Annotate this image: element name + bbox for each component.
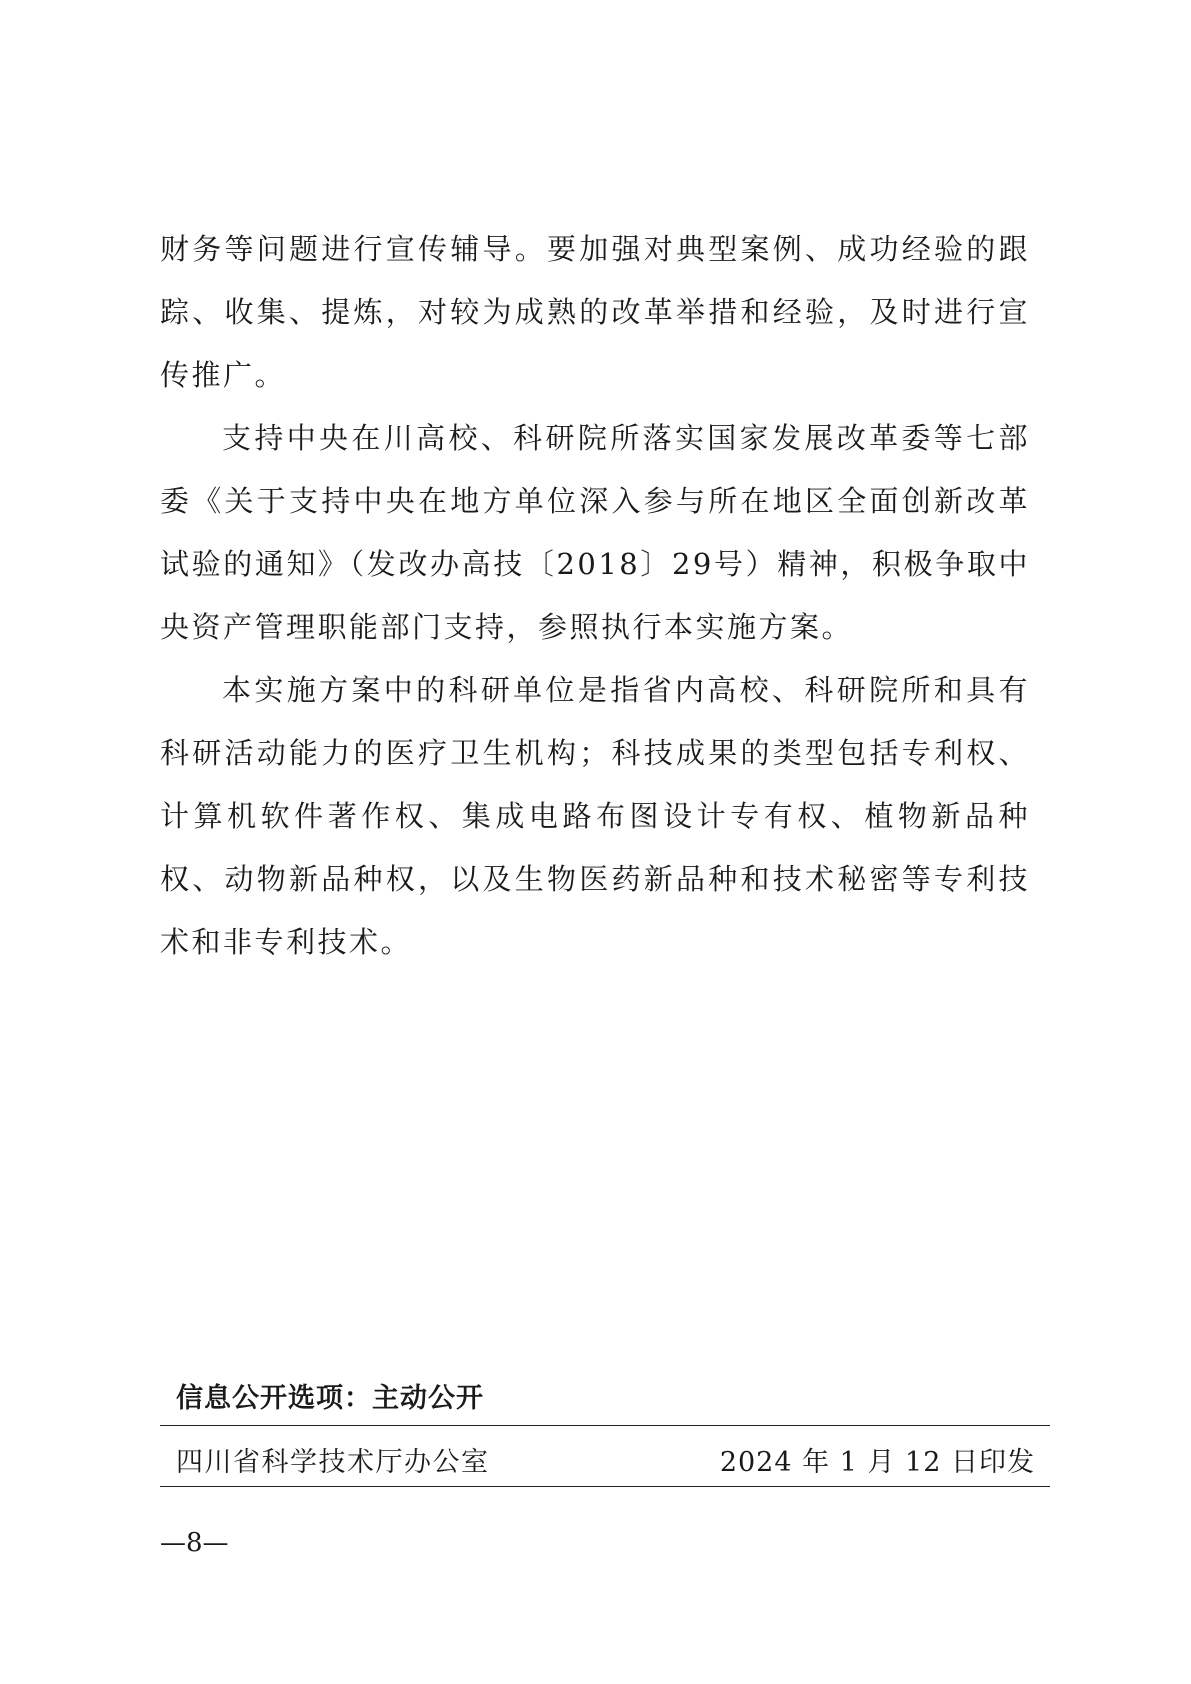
paragraph-1: 财务等问题进行宣传辅导。要加强对典型案例、成功经验的跟踪、收集、提炼，对较为成熟的改革举措和经验，及时进行宣传推广。 [160,232,1030,392]
paragraph-2: 支持中央在川高校、科研院所落实国家发展改革委等七部委《关于支持中央在地方单位深入参与所在地区全面创新改革试验的通知》（发改办高技〔2018〕29号）精神，积极争取中央资产管理职能部门支持，参照执行本实施方案。 [160,421,1030,644]
disclosure-option [176,1376,484,1415]
document-body [160,218,1030,974]
disclosure-value: 主动公开 [372,1383,484,1414]
issuing-office: 四川省科学技术厅办公室 [176,1447,490,1478]
footer-bottom-rule [160,1486,1050,1487]
disclosure-label: 信息公开选项： [176,1383,372,1414]
page-number: —8— [160,1528,229,1558]
issue-date: 2024 年 1 月 12 日印发 [719,1447,1035,1478]
paragraph-3: 本实施方案中的科研单位是指省内高校、科研院所和具有科研活动能力的医疗卫生机构；科技成果的类型包括专利权、计算机软件著作权、集成电路布图设计专有权、植物新品种权、动物新品种权，以及生物医药新品种和技术秘密等专利技术和非专利技术。 [160,673,1030,959]
footer-top-rule [160,1425,1050,1426]
